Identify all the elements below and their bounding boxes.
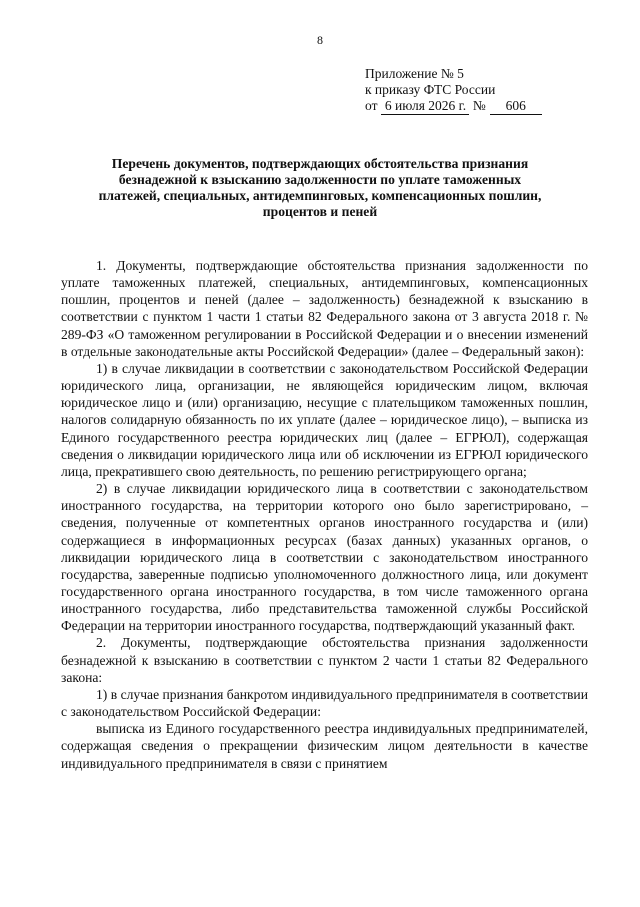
- paragraph-2: 2. Документы, подтверждающие обстоятельства признания задолженности безнадежной к взысканию в соответствии с пунктом 2 части 1 статьи 82 Федерального закона:: [61, 635, 588, 685]
- from-label: от: [365, 98, 378, 113]
- page-number: 8: [317, 33, 323, 47]
- appendix-line-3: [365, 98, 542, 115]
- document-title: Перечень документов, подтверждающих обстоятельства признания безнадежной к взысканию задолженности по уплате таможенных платежей, специальных, антидемпинговых, компенсационных пошлин, процентов и пеней: [98, 156, 542, 219]
- paragraph-1: 1. Документы, подтверждающие обстоятельства признания задолженности по уплате таможенных платежей, специальных, антидемпинговых, компенсационных пошлин, процентов и пеней (далее – задолженность) безнадежной к взысканию в соответствии с пунктом 1 части 1 статьи 82 Федерального закона от 3 августа 2018 г. № 289-ФЗ «О таможенном регулировании в Российской Федерации и о внесении изменений в отдельные законодательные акты Российской Федерации» (далее – Федеральный закон):: [61, 258, 588, 359]
- order-number: 606: [490, 98, 542, 115]
- number-label: №: [472, 98, 486, 113]
- order-date: 6 июля 2026 г.: [381, 98, 469, 115]
- appendix-line-2: к приказу ФТС России: [365, 82, 496, 97]
- paragraph-1-2: 2) в случае ликвидации юридического лица в соответствии с законодательством иностранного государства, на территории которого оно было зарегистрировано, – сведения, полученные от компетентных органов иностранного государства и (или) содержащиеся в информационных ресурсах (базах данных) указанных органов, о ликвидации юридического лица в соответствии с законодательством иностранного государства, заверенные подписью уполномоченного должностного лица, или документ государственного органа иностранного государства, в том числе таможенного органа иностранного государства, либо представительства таможенной службы Российской Федерации на территории иностранного государства, подтверждающий указанный факт.: [61, 481, 588, 634]
- paragraph-2-1: 1) в случае признания банкротом индивидуального предпринимателя в соответствии с законодательством Российской Федерации:: [61, 686, 588, 720]
- paragraph-2-1-extract: выписка из Единого государственного реестра индивидуальных предпринимателей, содержащая сведения о прекращении физическим лицом деятельности в качестве индивидуального предпринимателя в связи с принятием: [61, 721, 588, 771]
- document-body: [61, 257, 588, 772]
- appendix-header: [365, 66, 542, 115]
- appendix-line-1: Приложение № 5: [365, 66, 464, 81]
- paragraph-1-1: 1) в случае ликвидации в соответствии с законодательством Российской Федерации юридического лица, организации, не являющейся юридическим лицом, включая юридическое лицо и (или) организацию, несущие с плательщиком таможенных пошлин, налогов солидарную обязанность по их уплате (далее – юридическое лицо), – выписка из Единого государственного реестра юридических лиц (далее – ЕГРЮЛ), содержащая сведения о ликвидации юридического лица или об исключении из ЕГРЮЛ юридического лица, прекратившего свою деятельность, по решению регистрирующего органа;: [61, 360, 588, 479]
